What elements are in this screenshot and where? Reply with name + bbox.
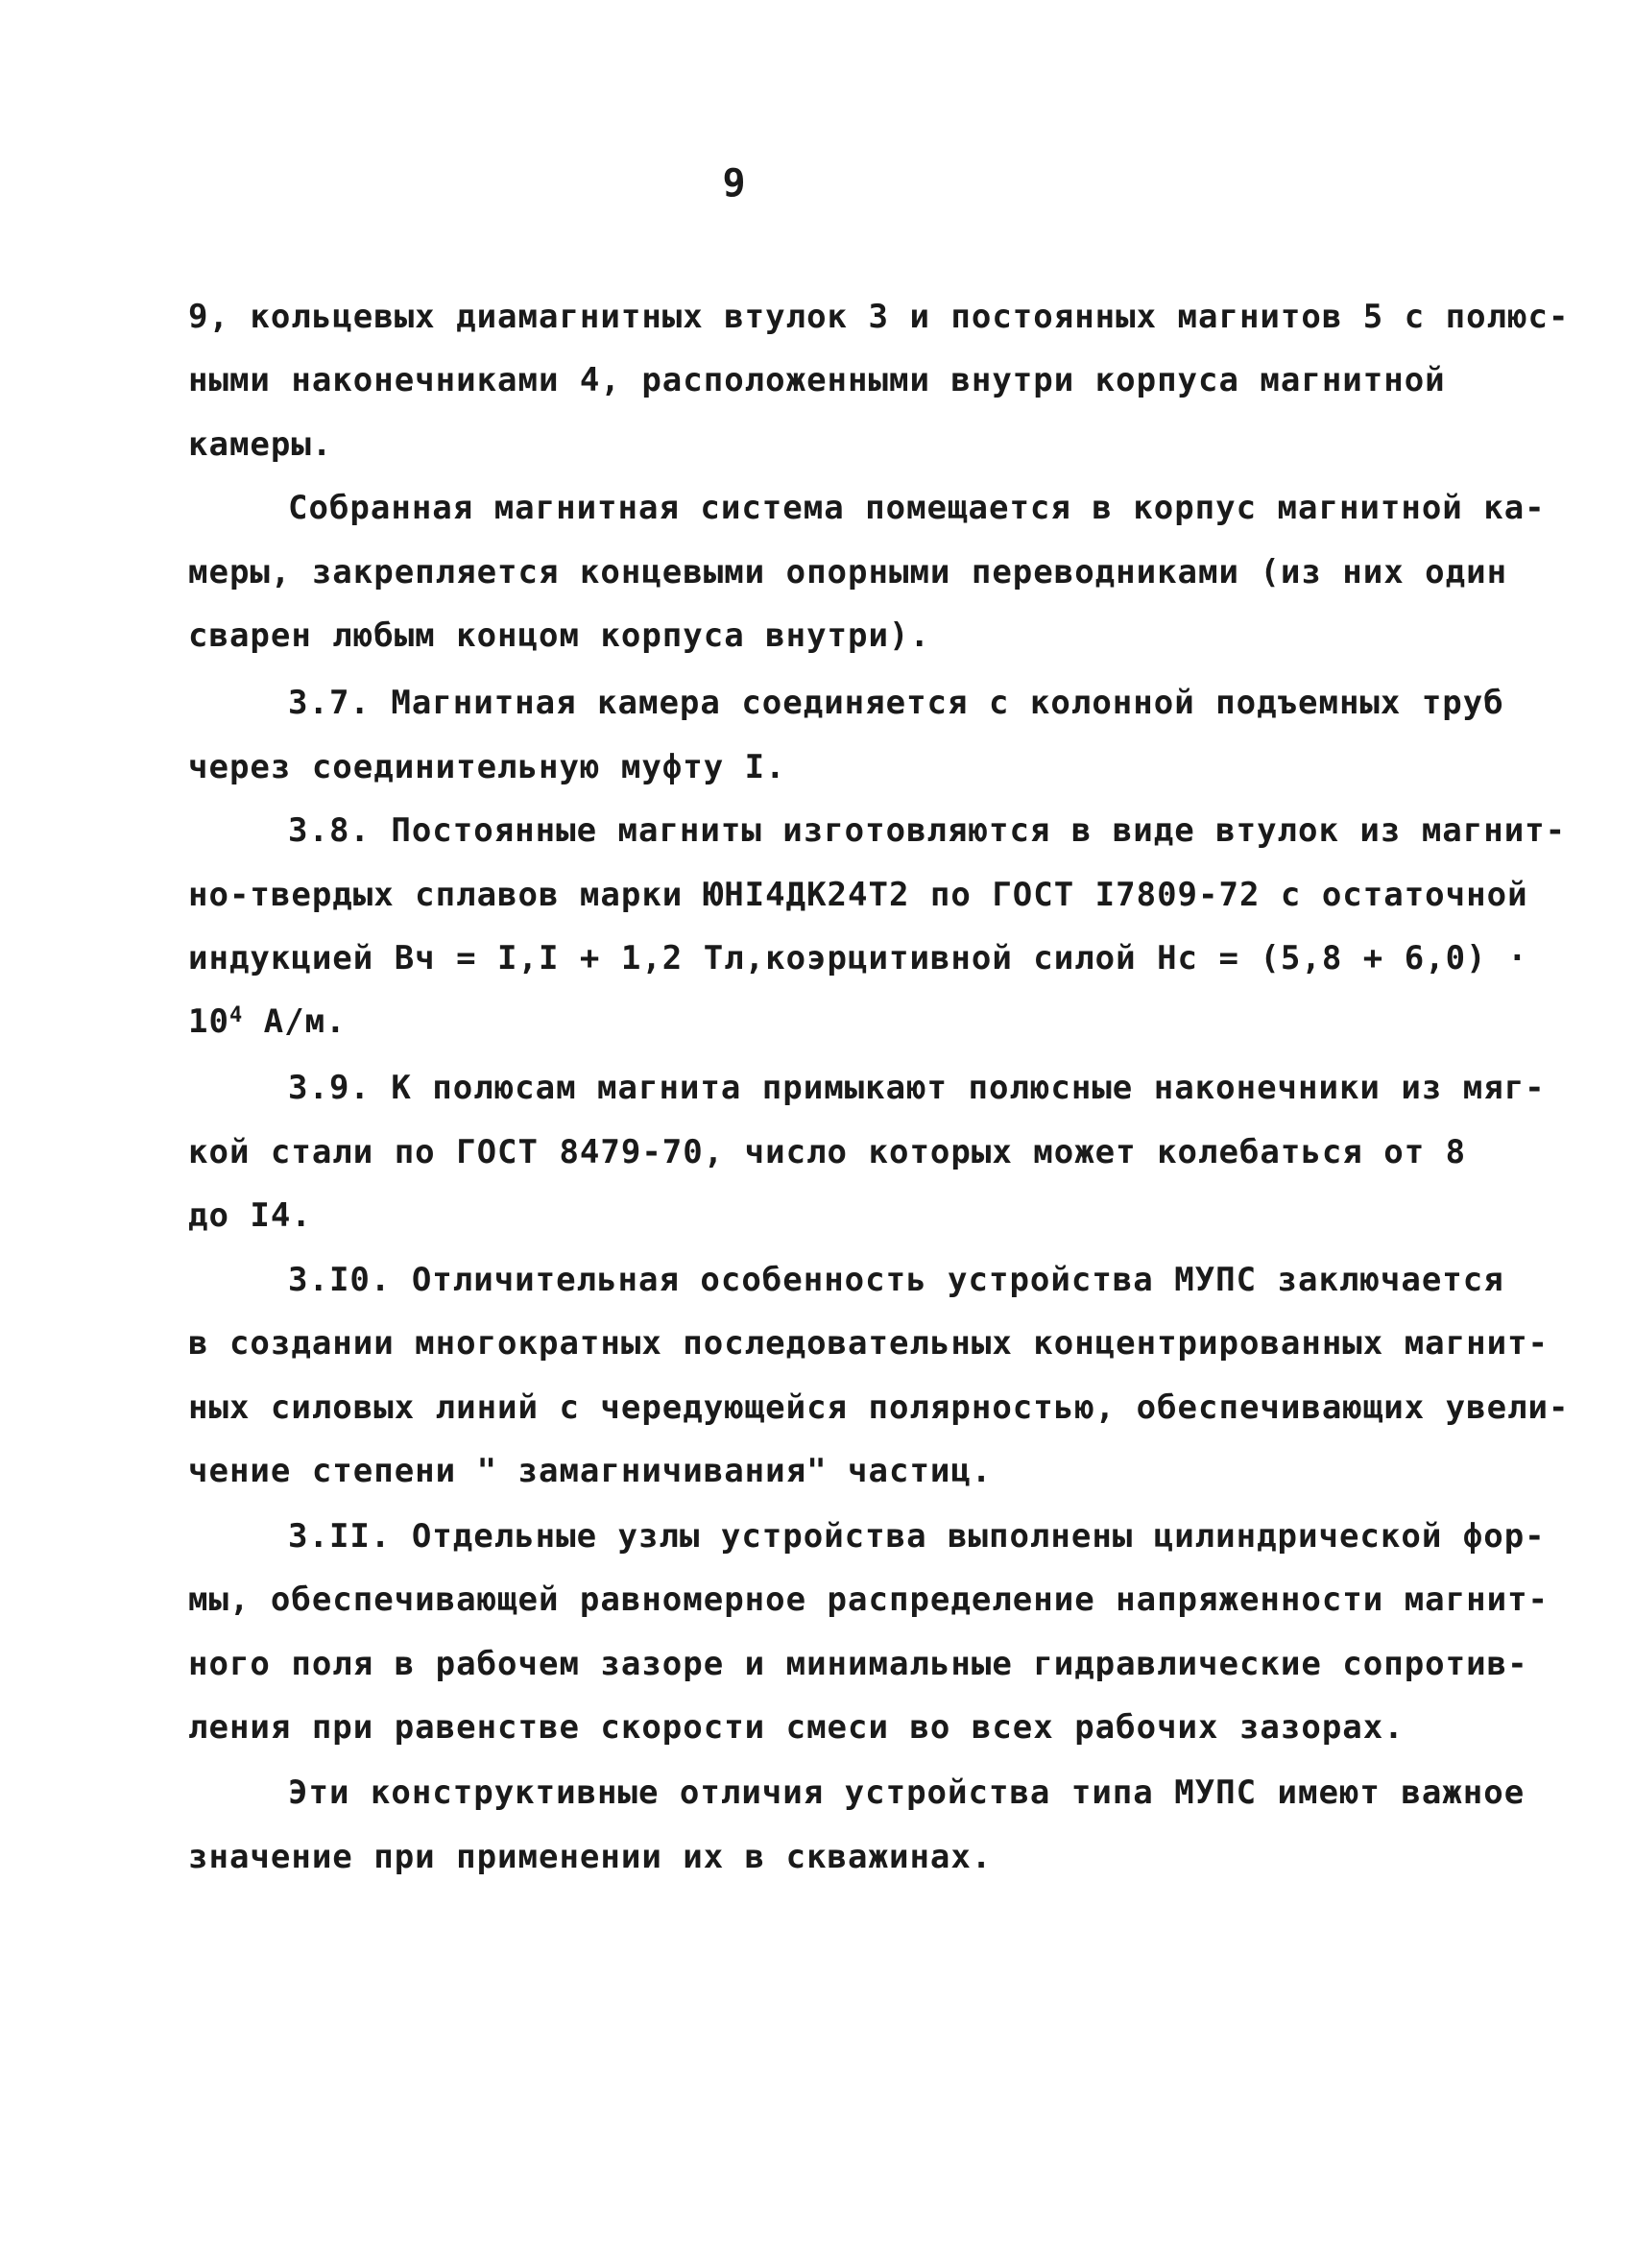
- text-line: но-твердых сплавов марки ЮНI4ДК24Т2 по ГОСТ I7809-72 с остаточной: [188, 876, 1528, 914]
- text-line: в создании многократных последовательных концентрированных магнит-: [188, 1324, 1550, 1363]
- text-line: сварен любым концом корпуса внутри).: [188, 616, 930, 655]
- text-line: Собранная магнитная система помещается в корпус магнитной ка-: [288, 489, 1546, 527]
- text-line: 9, кольцевых диамагнитных втулок 3 и постоянных магнитов 5 с полюс-: [188, 298, 1570, 336]
- text-line: до I4.: [188, 1196, 312, 1235]
- unit-exponent: 4: [228, 1003, 244, 1027]
- text-line: 3.I0. Отличительная особенность устройства МУПС заключается: [288, 1261, 1504, 1299]
- text-line: [188, 1002, 347, 1041]
- text-line: ления при равенстве скорости смеси во всех рабочих зазорах.: [188, 1708, 1405, 1747]
- text-line: ных силовых линий с чередующейся полярностью, обеспечивающих увели-: [188, 1388, 1570, 1427]
- text-line: 3.7. Магнитная камера соединяется с колонной подъемных труб: [288, 684, 1504, 722]
- text-line: мы, обеспечивающей равномерное распределение напряженности магнит-: [188, 1580, 1550, 1619]
- text-line: меры, закрепляется концевыми опорными переводниками (из них один: [188, 553, 1508, 591]
- text-line: через соединительную муфту I.: [188, 748, 786, 786]
- text-line: ного поля в рабочем зазоре и минимальные гидравлические сопротив-: [188, 1645, 1528, 1683]
- unit-base: 10: [188, 1002, 229, 1041]
- text-line: ными наконечниками 4, расположенными внутри корпуса магнитной: [188, 361, 1446, 399]
- text-line: значение при применении их в скважинах.: [188, 1838, 993, 1876]
- text-line: индукцией Вч = I,I + 1,2 Тл,коэрцитивной силой Нс = (5,8 + 6,0) ·: [188, 939, 1528, 977]
- text-line: чение степени " замагничивания" частиц.: [188, 1452, 993, 1490]
- text-line: 3.8. Постоянные магниты изготовляются в виде втулок из магнит-: [288, 811, 1567, 850]
- text-line: 3.II. Отдельные узлы устройства выполнены цилиндрической фор-: [288, 1517, 1546, 1556]
- text-line: Эти конструктивные отличия устройства типа МУПС имеют важное: [288, 1773, 1526, 1812]
- unit-label: А/м.: [243, 1002, 347, 1041]
- text-line: камеры.: [188, 425, 333, 464]
- page-number: 9: [722, 161, 747, 205]
- text-line: 3.9. К полюсам магнита примыкают полюсные наконечники из мяг-: [288, 1069, 1546, 1107]
- text-line: кой стали по ГОСТ 8479-70, число которых может колебаться от 8: [188, 1133, 1467, 1171]
